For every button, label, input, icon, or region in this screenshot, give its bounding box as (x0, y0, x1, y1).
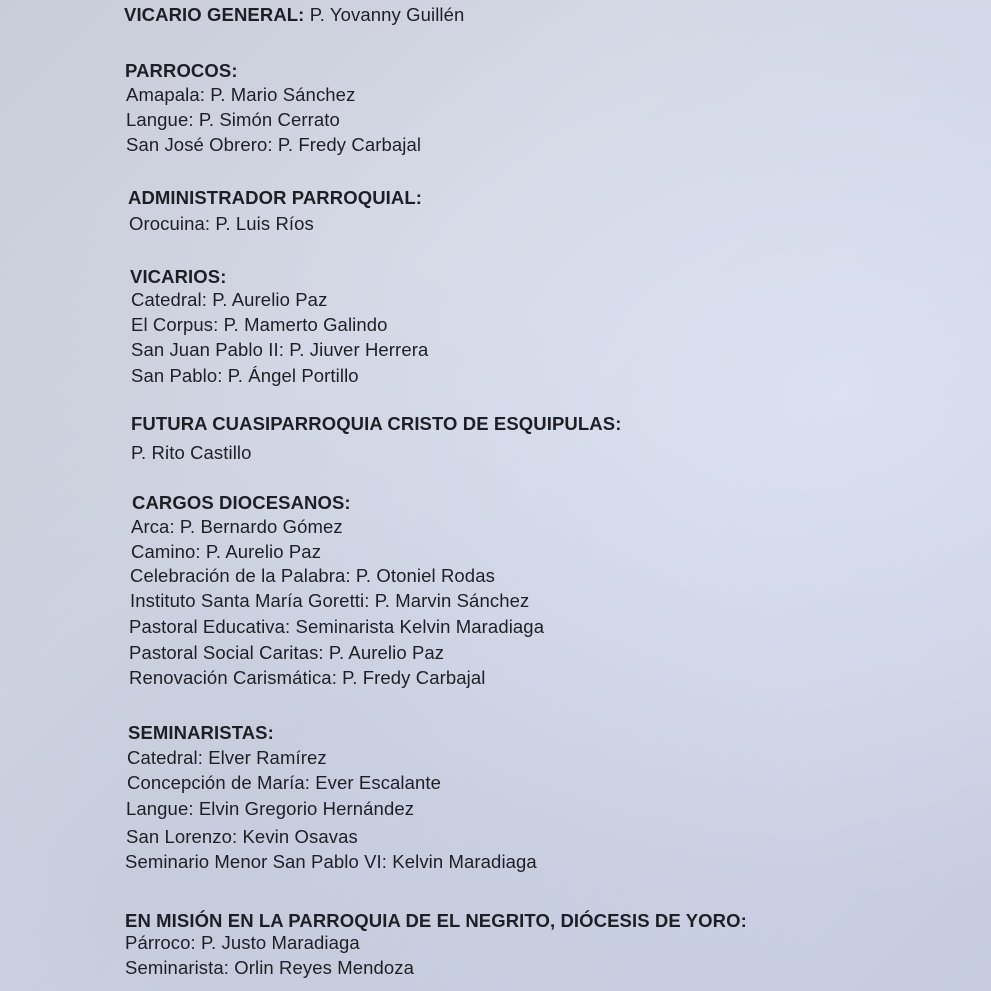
vicario-general-label: VICARIO GENERAL: (124, 4, 305, 25)
vicario-general-line (124, 4, 464, 26)
cargo-item: Arca: P. Bernardo Gómez (131, 516, 343, 537)
seminarista-item: Catedral: Elver Ramírez (127, 747, 327, 768)
vicario-item: Catedral: P. Aurelio Paz (131, 289, 328, 310)
cargo-item: Pastoral Social Caritas: P. Aurelio Paz (129, 642, 445, 663)
seminaristas-heading: SEMINARISTAS: (128, 722, 274, 743)
cargo-item: Celebración de la Palabra: P. Otoniel Rodas (130, 565, 495, 586)
cuasiparroquia-heading: FUTURA CUASIPARROQUIA CRISTO DE ESQUIPULAS: (131, 413, 622, 434)
seminarista-item: Concepción de María: Ever Escalante (127, 772, 442, 793)
parroco-item: Langue: P. Simón Cerrato (126, 109, 340, 130)
seminarista-item: San Lorenzo: Kevin Osavas (126, 826, 358, 847)
cargo-item: Renovación Carismática: P. Fredy Carbajal (129, 667, 486, 688)
cuasiparroquia-item: P. Rito Castillo (131, 442, 252, 463)
cargos-heading: CARGOS DIOCESANOS: (132, 492, 351, 513)
vicario-item: San Pablo: P. Ángel Portillo (131, 365, 359, 386)
administrador-heading: ADMINISTRADOR PARROQUIAL: (128, 187, 423, 208)
cargo-item: Pastoral Educativa: Seminarista Kelvin Maradiaga (129, 616, 545, 637)
vicario-item: El Corpus: P. Mamerto Galindo (131, 314, 388, 335)
seminarista-item: Seminario Menor San Pablo VI: Kelvin Maradiaga (125, 851, 537, 872)
mision-item: Seminarista: Orlin Reyes Mendoza (125, 957, 415, 978)
parrocos-heading: PARROCOS: (125, 60, 238, 81)
mision-heading: EN MISIÓN EN LA PARROQUIA DE EL NEGRITO, DIÓCESIS DE YORO: (125, 910, 747, 931)
parroco-item: Amapala: P. Mario Sánchez (126, 84, 356, 105)
mision-item: Párroco: P. Justo Maradiaga (125, 932, 360, 953)
seminarista-item: Langue: Elvin Gregorio Hernández (126, 798, 415, 819)
parroco-item: San José Obrero: P. Fredy Carbajal (126, 134, 422, 155)
vicario-item: San Juan Pablo II: P. Jiuver Herrera (131, 339, 429, 360)
cargo-item: Camino: P. Aurelio Paz (131, 541, 322, 562)
vicarios-heading: VICARIOS: (130, 266, 227, 287)
cargo-item: Instituto Santa María Goretti: P. Marvin Sánchez (130, 590, 530, 611)
vicario-general-value: P. Yovanny Guillén (304, 4, 465, 25)
administrador-item: Orocuina: P. Luis Ríos (129, 213, 314, 234)
